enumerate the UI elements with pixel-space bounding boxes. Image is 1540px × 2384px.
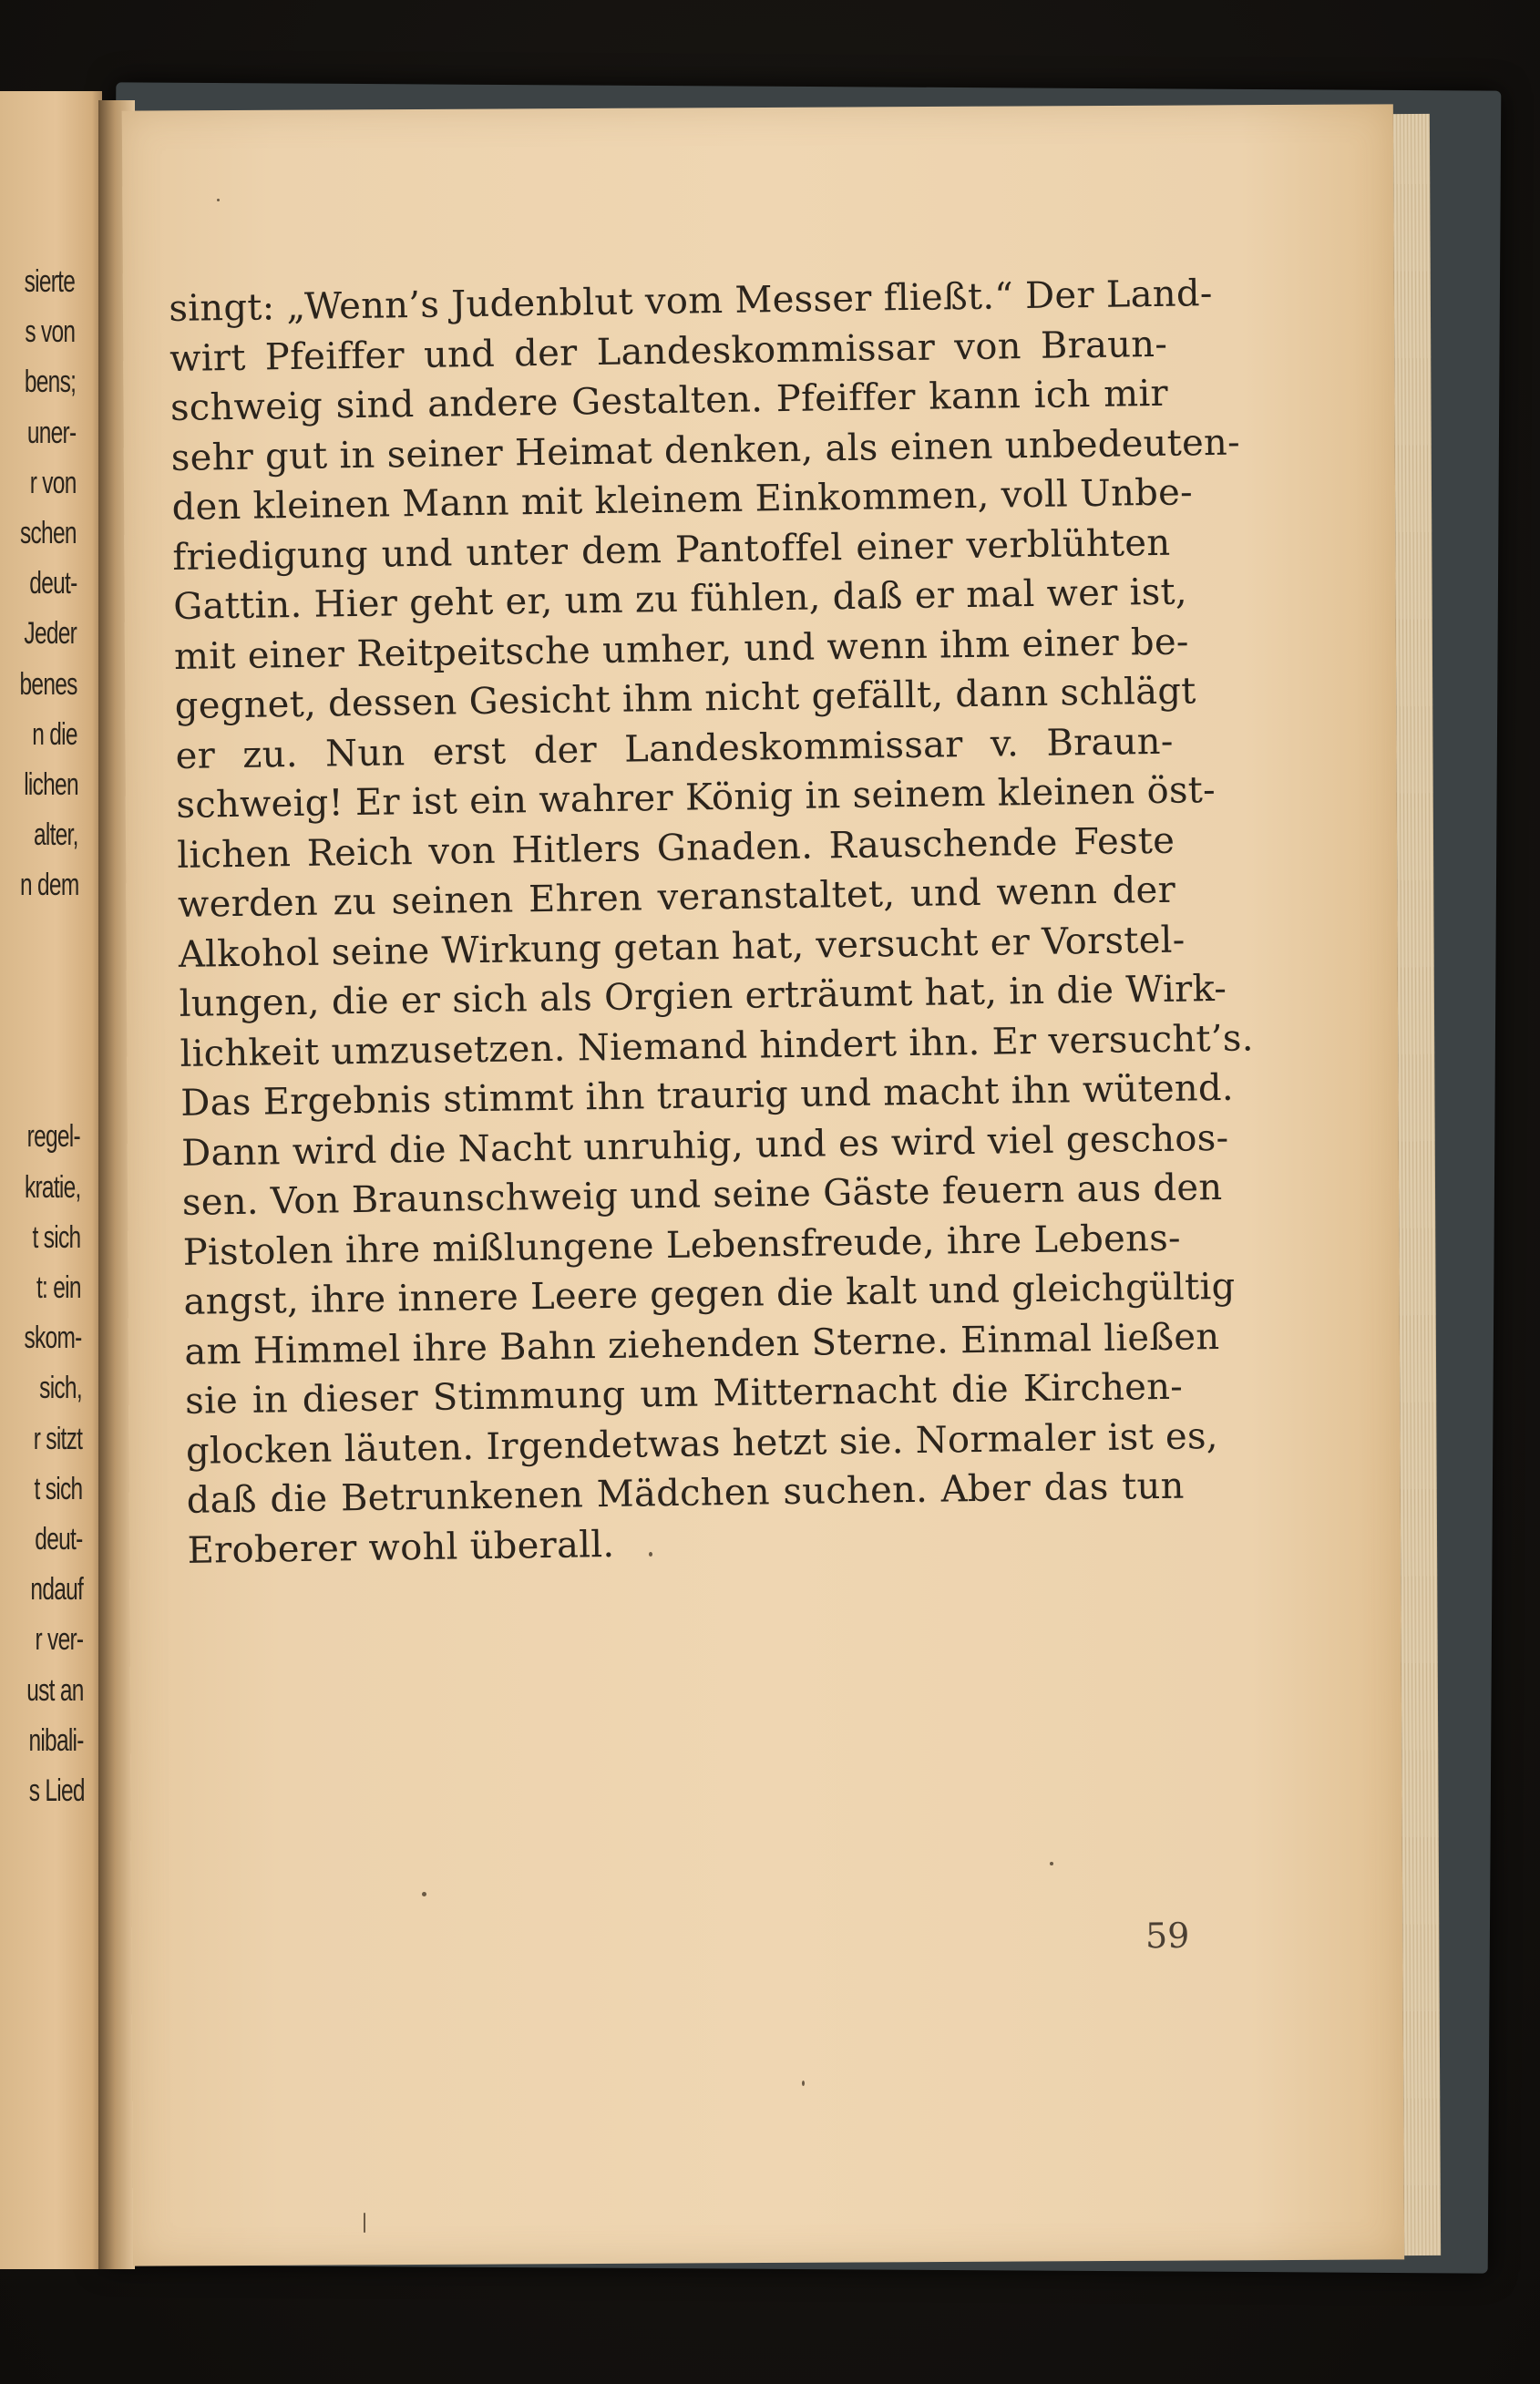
paper-speck [217,199,220,201]
previous-page-line-fragment: kratie, [24,1169,81,1205]
previous-page-line-fragment: alter, [34,817,78,853]
text-line: werden zu seinen Ehren veranstaltet, und wenn der [177,868,1176,926]
text-line: glocken läuten. Irgendetwas hetzt sie. Normaler ist es, [185,1414,1219,1473]
page-body-text [169,269,1255,1575]
text-line: daß die Betrunkenen Mädchen suchen. Aber das tun [186,1464,1186,1522]
previous-page-line-fragment: ust an [26,1672,84,1708]
text-line: Dann wird die Nacht unruhig, und es wird viel geschos- [180,1116,1229,1175]
text-line: angst, ihre innere Leere gegen die kalt und gleichgültig [183,1265,1236,1323]
text-line: mit einer Reitpeitsche umher, und wenn ihm einer be- [173,620,1190,678]
previous-page-line-fragment: bens; [24,365,76,400]
previous-page-line-fragment: r sitzt [33,1421,83,1456]
previous-page-line-fragment: nibali- [28,1722,85,1758]
text-line: schweig! Er ist ein wahrer König in seinem kleinen öst- [176,769,1217,827]
text-line: Pistolen ihre mißlungene Lebensfreude, ihre Lebens- [182,1217,1182,1274]
text-line: wirt Pfeiffer und der Landeskommissar von Braun- [169,323,1168,380]
previous-page-line-fragment: deut- [35,1522,83,1557]
previous-page-line-fragment: benes [19,666,77,702]
previous-page-line-fragment: t sich [32,1219,81,1255]
text-line: schweig sind andere Gestalten. Pfeiffer kann ich mir [169,372,1169,429]
previous-page-line-fragment: r ver- [35,1622,84,1658]
text-line: gegnet, dessen Gesicht ihm nicht gefällt, dann schlägt [174,670,1196,727]
previous-page-line-fragment: n dem [19,868,79,903]
previous-page-line-fragment: lichen [23,767,78,802]
previous-page-line-fragment: uner- [26,415,77,450]
text-line: sen. Von Braunschweig und seine Gäste feuern aus den [181,1166,1223,1224]
text-line: Das Ergebnis stimmt ihn traurig und macht ihn wütend. [180,1066,1235,1125]
previous-page-line-fragment: sich, [38,1371,82,1406]
previous-page-line-fragment: regel- [26,1119,80,1155]
text-line: er zu. Nun erst der Landeskommissar v. Braun- [175,720,1174,777]
text-line: singt: „Wenn’s Judenblut vom Messer fließt.“ Der Land- [169,272,1213,330]
previous-page-line-fragment: s von [25,314,76,350]
text-line: Eroberer wohl überall. [187,1523,615,1572]
paper-speck [649,1552,652,1557]
previous-page-line-fragment: r von [29,465,77,500]
text-line: Alkohol seine Wirkung getan hat, versucht er Vorstel- [178,919,1186,976]
text-line: sehr gut in seiner Heimat denken, als einen unbedeuten- [170,421,1241,479]
previous-page-line-fragment: n die [32,716,78,752]
previous-page-line-fragment: ndauf [30,1572,84,1608]
previous-page-line-fragment: t: ein [36,1270,81,1305]
page-number: 59 [1145,1915,1190,1957]
paper-speck [1050,1862,1053,1865]
paper-speck [422,1892,426,1896]
text-line: Gattin. Hier geht er, um zu fühlen, daß er mal wer ist, [172,570,1188,628]
text-line: friedigung und unter dem Pantoffel einer verblühten [172,521,1171,579]
previous-page-fragment [0,91,102,2269]
previous-page-line-fragment: deut- [28,566,77,601]
previous-page-line-fragment: Jeder [24,616,77,652]
text-line: am Himmel ihre Bahn ziehenden Sterne. Einmal ließen [184,1315,1220,1373]
previous-page-line-fragment: s Lied [28,1773,85,1808]
paper-speck [802,2081,805,2086]
text-line: sie in dieser Stimmung um Mitternacht die Kirchen- [184,1365,1184,1423]
text-line: lichkeit umzusetzen. Niemand hindert ihn. Er versucht’s. [180,1016,1255,1075]
previous-page-line-fragment: schen [20,516,77,550]
text-line: den kleinen Mann mit kleinem Einkommen, voll Unbe- [171,471,1194,529]
previous-page-line-fragment: skom- [24,1320,82,1356]
text-line: lichen Reich von Hitlers Gnaden. Rauschende Feste [176,819,1176,877]
text-line: lungen, die er sich als Orgien erträumt hat, in die Wirk- [179,967,1227,1025]
previous-page-line-fragment: sierte [24,264,75,299]
previous-page-line-fragment: t sich [34,1471,83,1506]
paper-speck [364,2213,365,2233]
